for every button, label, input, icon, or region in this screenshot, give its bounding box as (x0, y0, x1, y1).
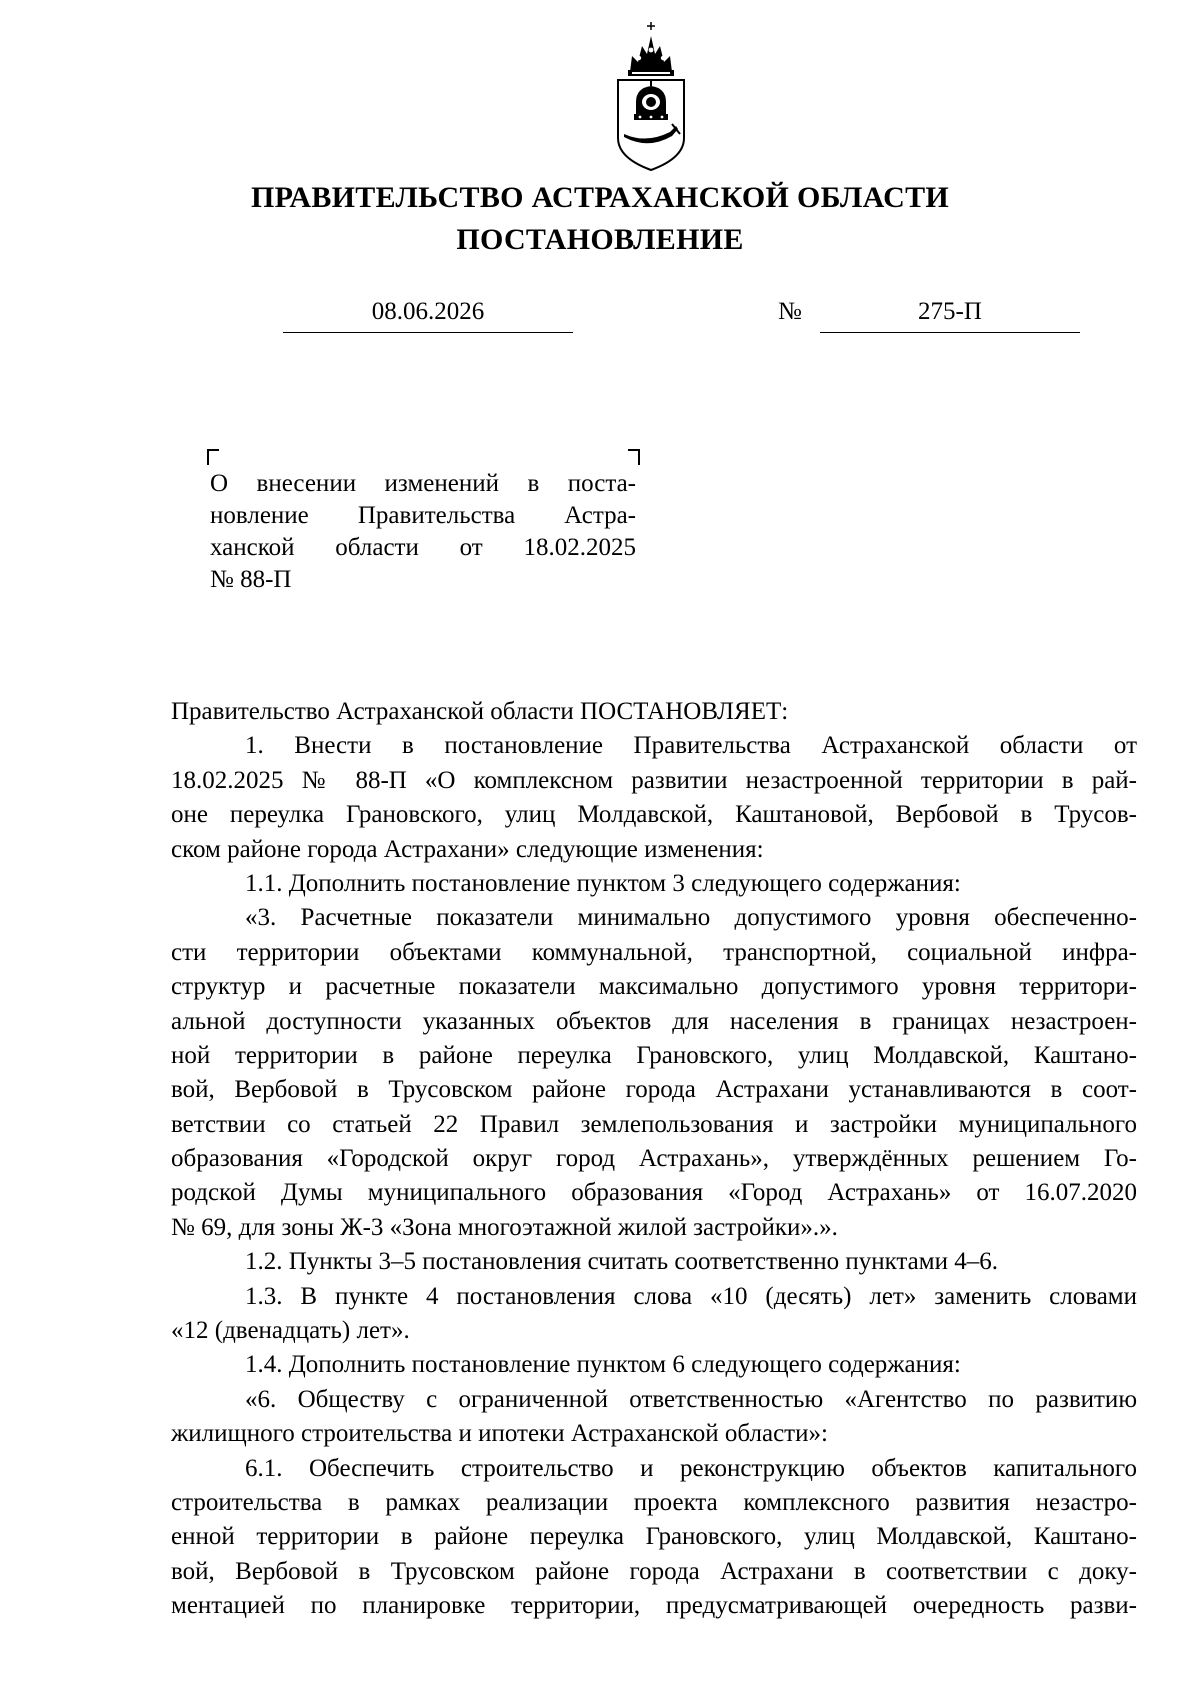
body-line: сти территории объектами коммунальной, транспортной, социальной инфра- (171, 938, 1137, 966)
org-title: ПРАВИТЕЛЬСТВО АСТРАХАНСКОЙ ОБЛАСТИ (250, 181, 950, 214)
body-line: 1.1. Дополнить постановление пунктом 3 следующего содержания: (245, 869, 961, 897)
subject-line: новление Правительства Астра- (210, 502, 636, 529)
body-line: вой, Вербовой в Трусовском районе города Астрахани в соответствии с доку- (171, 1557, 1137, 1585)
document-number: 275-П (820, 296, 1080, 333)
subject-bracket-left (207, 449, 219, 465)
subject-line: ханской области от 18.02.2025 (210, 534, 636, 561)
body-line: ветствии со статьей 22 Правил землепользования и застройки муниципального (171, 1110, 1137, 1138)
body-line: жилищного строительства и ипотеки Астраханской области»: (171, 1420, 828, 1448)
subject-block (210, 468, 636, 596)
astrakhan-coat-of-arms-icon (612, 22, 690, 172)
body-line: структур и расчетные показатели максимально допустимого уровня территори- (171, 973, 1137, 1001)
body-line: вой, Вербовой в Трусовском районе города Астрахани устанавливаются в соот- (171, 1076, 1137, 1104)
body-line: 1.2. Пункты 3–5 постановления считать соответственно пунктами 4–6. (245, 1248, 998, 1276)
body-line: образования «Городской округ город Астрахань», утверждённых решением Го- (171, 1145, 1137, 1173)
body-line: строительства в рамках реализации проекта комплексного развития незастро- (171, 1488, 1137, 1516)
body-line: «3. Расчетные показатели минимально допустимого уровня обеспеченно- (245, 904, 1137, 932)
number-sign-label: № (778, 298, 802, 325)
body-line: 1. Внести в постановление Правительства Астраханской области от (245, 732, 1137, 760)
body-line: № 69, для зоны Ж-3 «Зона многоэтажной жилой застройки».». (171, 1213, 838, 1241)
body-line: ском районе города Астрахани» следующие изменения: (171, 835, 764, 863)
body-line: ментацией по планировке территории, предусматривающей очередность разви- (171, 1592, 1137, 1620)
document-date: 08.06.2026 (283, 296, 573, 333)
subject-bracket-right (628, 449, 640, 465)
body-line: 18.02.2025 № 88-П «О комплексном развитии незастроенной территории в рай- (171, 766, 1137, 794)
body-line: оне переулка Грановского, улиц Молдавской, Каштановой, Вербовой в Трусов- (171, 801, 1137, 829)
document-body (171, 695, 1137, 1624)
body-line: 6.1. Обеспечить строительство и реконструкцию объектов капитального (245, 1454, 1137, 1482)
subject-line: № 88-П (210, 566, 292, 593)
body-line: ной территории в районе переулка Грановского, улиц Молдавской, Каштано- (171, 1041, 1137, 1069)
body-line: 1.3. В пункте 4 постановления слова «10 (десять) лет» заменить словами (245, 1282, 1137, 1310)
body-line: «12 (двенадцать) лет». (171, 1317, 410, 1345)
body-line: родской Думы муниципального образования «Город Астрахань» от 16.07.2020 (171, 1179, 1137, 1207)
body-line: 1.4. Дополнить постановление пунктом 6 следующего содержания: (245, 1351, 961, 1379)
body-line: «6. Обществу с ограниченной ответственностью «Агентство по развитию (245, 1385, 1137, 1413)
body-line: енной территории в районе переулка Грановского, улиц Молдавской, Каштано- (171, 1523, 1137, 1551)
body-line: Правительство Астраханской области ПОСТАНОВЛЯЕТ: (171, 698, 789, 725)
document-type-title: ПОСТАНОВЛЕНИЕ (456, 223, 744, 256)
subject-line: О внесении изменений в поста- (210, 470, 636, 497)
body-line: альной доступности указанных объектов для населения в границах незастроен- (171, 1007, 1137, 1035)
